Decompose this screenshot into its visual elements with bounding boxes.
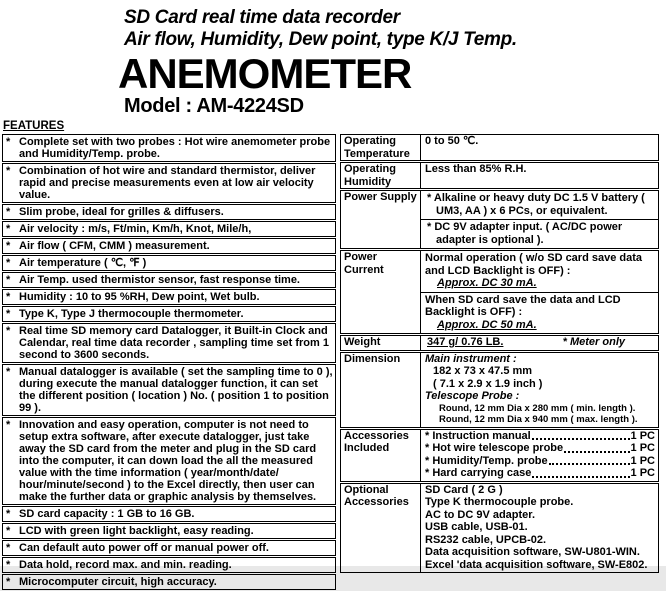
accessory-qty: 1 PC	[630, 467, 655, 479]
dotted-leader	[549, 463, 630, 465]
dimension-probe-heading: Telescope Probe :	[425, 390, 520, 402]
spec-row-optional-accessories	[340, 483, 659, 574]
dotted-leader	[532, 438, 630, 440]
bullet-asterisk: *	[6, 308, 11, 320]
feature-text: Air velocity : m/s, Ft/min, Km/h, Knot, Mile/h,	[19, 223, 252, 235]
bullet-asterisk: *	[6, 291, 11, 303]
spec-label: Optional Accessories	[341, 484, 421, 573]
features-heading: FEATURES	[3, 120, 65, 132]
weight-value: 347 g/ 0.76 LB.	[427, 336, 504, 348]
spec-value-approx: Approx. DC 30 mA.	[437, 277, 537, 289]
spec-value-text: * DC 9V adapter input. ( AC/DC power adapter is optional ).	[427, 221, 623, 246]
feature-item	[2, 506, 336, 522]
bullet-asterisk: *	[6, 206, 11, 218]
spec-row-power-current	[340, 250, 659, 334]
feature-text: Type K, Type J thermocouple thermometer.	[19, 308, 244, 320]
optional-item: SD Card ( 2 G )	[425, 483, 503, 496]
feature-item	[2, 523, 336, 539]
model-number: Model : AM-4224SD	[124, 95, 304, 117]
spec-row-accessories-included	[340, 429, 659, 482]
accessory-item	[425, 467, 655, 480]
feature-text: Data hold, record max. and min. reading.	[19, 559, 232, 571]
feature-text: Air Temp. used thermistor sensor, fast response time.	[19, 274, 300, 286]
feature-item	[2, 204, 336, 220]
feature-text: Innovation and easy operation, computer is not need to setup extra software, after execute datalogger, just take away the SD card from the meter and plug in the SD card into the computer, it can down load the all the measured value with the time information ( year/month/date/ hour/minute/second ) to the Excel directly, then user can make the further data or graphic analysis by themselves.	[19, 419, 317, 503]
dotted-leader	[564, 451, 629, 453]
accessory-item	[425, 442, 655, 455]
bullet-asterisk: *	[6, 419, 11, 431]
optional-item: Excel 'data acquisition software, SW-E802.	[425, 558, 648, 571]
dotted-leader	[532, 476, 629, 478]
accessory-name: * Instruction manual	[425, 429, 531, 442]
feature-item	[2, 574, 336, 590]
weight-note: * Meter only	[562, 336, 625, 348]
feature-text: Manual datalogger is available ( set the sampling time to 0 ), during execute the manual datalogger function, it can set the different position ( location ) No. ( position 1 to position 99 ).	[19, 366, 333, 414]
bullet-asterisk: *	[6, 366, 11, 378]
feature-item	[2, 221, 336, 237]
feature-item	[2, 134, 336, 162]
spec-value	[421, 353, 658, 427]
spec-label: Operating Humidity	[341, 163, 421, 188]
feature-text: Microcomputer circuit, high accuracy.	[19, 576, 217, 588]
product-title: ANEMOMETER	[118, 50, 412, 97]
accessory-qty: 1 PC	[630, 454, 655, 467]
feature-item	[2, 272, 336, 288]
feature-text: Humidity : 10 to 95 %RH, Dew point, Wet bulb.	[19, 291, 260, 303]
accessory-qty: 1 PC	[630, 442, 655, 454]
bullet-asterisk: *	[6, 165, 11, 177]
feature-text: Can default auto power off or manual power off.	[19, 542, 269, 554]
feature-item	[2, 417, 336, 505]
power-current-normal	[421, 251, 658, 292]
optional-item: Type K thermocouple probe.	[425, 496, 574, 508]
specs-table	[340, 134, 659, 591]
feature-item	[2, 163, 336, 203]
bullet-asterisk: *	[6, 223, 11, 235]
spec-value	[421, 484, 658, 573]
bullet-asterisk: *	[6, 508, 11, 520]
spec-value-approx: Approx. DC 50 mA.	[437, 318, 537, 331]
spec-value-text: When SD card save the data and LCD Backlight is OFF) :	[425, 293, 621, 318]
spec-row-operating-humidity	[340, 162, 659, 189]
content-columns	[2, 134, 666, 591]
optional-item: Data acquisition software, SW-U801-WIN.	[425, 546, 640, 558]
spec-value	[421, 430, 658, 481]
optional-item: AC to DC 9V adapter.	[425, 508, 536, 521]
feature-item	[2, 238, 336, 254]
weight-line	[425, 336, 655, 349]
spec-label: Accessories Included	[341, 430, 421, 481]
feature-item	[2, 557, 336, 573]
bullet-asterisk: *	[6, 525, 11, 537]
features-table	[2, 134, 336, 591]
header-subtitle-1: SD Card real time data recorder	[124, 7, 400, 28]
spec-label: Power Current	[341, 251, 421, 333]
dimension-main-inch: ( 7.1 x 2.9 x 1.9 inch )	[433, 377, 543, 390]
bullet-asterisk: *	[6, 325, 11, 337]
optional-item: RS232 cable, UPCB-02.	[425, 533, 547, 546]
bullet-asterisk: *	[6, 559, 11, 571]
feature-text: Complete set with two probes : Hot wire anemometer probe and Humidity/Temp. probe.	[19, 136, 331, 160]
feature-item	[2, 306, 336, 322]
spec-value	[421, 191, 658, 248]
spec-row-weight	[340, 335, 659, 351]
spec-label: Dimension	[341, 353, 421, 427]
spec-label: Power Supply	[341, 191, 421, 248]
bullet-asterisk: *	[6, 136, 11, 148]
bullet-asterisk: *	[6, 576, 11, 588]
spec-row-power-supply	[340, 190, 659, 249]
spec-value	[421, 251, 658, 333]
feature-item	[2, 255, 336, 271]
spec-value-text: Normal operation ( w/o SD card save data and LCD Backlight is OFF) :	[425, 252, 643, 277]
feature-text: Air temperature ( ℃, ℉ )	[19, 257, 147, 269]
feature-text: Real time SD memory card Datalogger, it Built-in Clock and Calendar, real time data recorder , sampling time set from 1 second to 3600 seconds.	[19, 325, 329, 361]
bullet-asterisk: *	[6, 274, 11, 286]
dimension-main-mm: 182 x 73 x 47.5 mm	[433, 365, 533, 377]
feature-item	[2, 364, 336, 416]
feature-text: Air flow ( CFM, CMM ) measurement.	[19, 240, 210, 252]
dimension-probe-max: Round, 12 mm Dia x 940 mm ( max. length ).	[439, 414, 638, 425]
spec-row-operating-temperature	[340, 134, 659, 161]
feature-item	[2, 323, 336, 363]
accessory-item	[425, 455, 655, 468]
spec-row-dimension	[340, 352, 659, 428]
feature-text: Slim probe, ideal for grilles & diffusers.	[19, 206, 224, 218]
power-supply-option-battery	[421, 191, 658, 219]
accessory-name: * Hard carrying case	[425, 467, 532, 479]
header	[0, 0, 666, 117]
accessory-qty: 1 PC	[630, 429, 655, 442]
feature-item	[2, 540, 336, 556]
bullet-asterisk: *	[6, 542, 11, 554]
bullet-asterisk: *	[6, 240, 11, 252]
spec-value: Less than 85% R.H.	[425, 163, 527, 175]
feature-item	[2, 289, 336, 305]
spec-value: 0 to 50 ℃.	[425, 135, 479, 147]
feature-text: SD card capacity : 1 GB to 16 GB.	[19, 508, 195, 520]
accessory-name: * Hot wire telescope probe	[425, 442, 564, 454]
power-supply-option-adapter	[421, 219, 658, 248]
spec-value	[421, 336, 658, 350]
feature-text: Combination of hot wire and standard thermistor, deliver rapid and precise measurements even at low air velocity value.	[19, 165, 316, 201]
bullet-asterisk: *	[6, 257, 11, 269]
dimension-main-heading: Main instrument :	[425, 352, 517, 365]
spec-label: Weight	[341, 336, 421, 350]
header-subtitle-2: Air flow, Humidity, Dew point, type K/J Temp.	[124, 29, 517, 50]
power-current-sd-save	[421, 292, 658, 334]
accessory-item	[425, 430, 655, 443]
accessory-name: * Humidity/Temp. probe	[425, 454, 548, 467]
optional-item: USB cable, USB-01.	[425, 521, 528, 533]
feature-text: LCD with green light backlight, easy reading.	[19, 525, 254, 537]
spec-label: Operating Temperature	[341, 135, 421, 160]
dimension-probe-min: Round, 12 mm Dia x 280 mm ( min. length ).	[439, 402, 636, 414]
spec-value-text: * Alkaline or heavy duty DC 1.5 V battery ( UM3, AA ) x 6 PCs, or equivalent.	[427, 192, 645, 217]
